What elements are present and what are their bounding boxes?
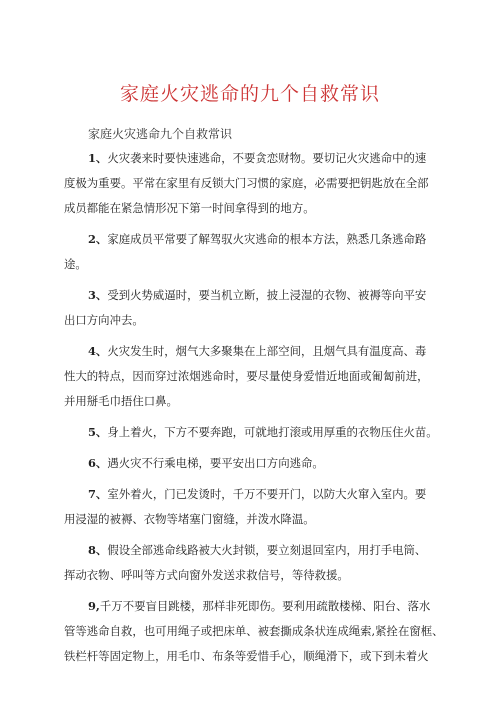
document-subtitle: 家庭火灾逃命九个自救常识 [88, 127, 233, 141]
text-line [64, 196, 440, 221]
text-line [64, 252, 440, 277]
list-item [64, 339, 440, 414]
item-text: 性大的特点，因而穿过浓烟逃命时，要尽量使身爱惜近地面或匍匐前进， [64, 369, 429, 383]
item-text: 家庭成员平常要了解驾驭火灾逃命的根本方法，熟悉几条逃命路 [107, 232, 427, 246]
list-item [64, 227, 440, 277]
list-item [64, 146, 440, 221]
item-number: 3、 [88, 288, 108, 302]
document-body [64, 146, 444, 675]
item-text: 火灾发生时，烟气大多聚集在上部空间，且烟气具有温度高、毒 [107, 344, 427, 358]
item-text: 室外着火，门已发烫时，千万不要开门，以防大火窜入室内。要 [107, 487, 427, 501]
text-line [64, 364, 440, 389]
list-item [64, 283, 440, 333]
text-line [88, 339, 440, 364]
item-text: 千万不要盲目跳楼，那样非死即伤。要利用疏散楼梯、阳台、落水 [99, 599, 431, 613]
item-number: 5、 [88, 425, 108, 439]
item-text: 并用掰毛巾捂住口鼻。 [64, 394, 178, 408]
item-text: 途。 [64, 257, 87, 271]
list-item [88, 451, 440, 476]
item-number: 9, [88, 599, 100, 613]
text-line [64, 619, 444, 644]
list-item [64, 482, 440, 532]
item-text: 管等逃命自救，也可用绳子或把床单、被套撕成条状连成绳索,紧拴在窗框、 [64, 624, 444, 638]
item-text: 遇火灾不行乘电梯，要平安出口方向逃命。 [107, 456, 324, 470]
item-number: 1、 [88, 151, 108, 165]
text-line [64, 644, 440, 669]
text-line [88, 227, 440, 252]
item-text: 身上着火，下方不要奔跑，可就地打滚或用厚重的衣物压住火苗。 [107, 425, 438, 439]
list-item [64, 594, 444, 669]
text-line [64, 308, 440, 333]
item-text: 成员都能在紧急情形况下第一时间拿得到的地方。 [64, 201, 315, 215]
item-text: 用浸湿的被褥、衣物等堵塞门窗缝，并泼水降温。 [64, 512, 315, 526]
list-item [88, 420, 440, 445]
item-number: 4、 [88, 344, 108, 358]
text-line [88, 538, 440, 563]
item-text: 受到火势威逼时，要当机立断，披上浸湿的衣物、被褥等向平安 [107, 288, 427, 302]
item-text: 挥动衣物、呼叫等方式向窗外发送求救信号，等待救援。 [64, 568, 349, 582]
text-line [88, 146, 440, 171]
text-line [88, 482, 440, 507]
text-line [64, 389, 440, 414]
list-item [64, 538, 440, 588]
item-text: 假设全部逃命线路被大火封锁，要立刻退回室内，用打手电筒、 [107, 543, 427, 557]
text-line [88, 594, 440, 619]
item-text: 度极为重要。平常在家里有反锁大门习惯的家庭，必需要把钥匙放在全部 [64, 176, 429, 190]
item-number: 8、 [88, 543, 108, 557]
text-line [64, 563, 440, 588]
text-line [64, 507, 440, 532]
document-title: 家庭火灾逃命的九个自救常识 [119, 83, 380, 105]
text-line [88, 283, 440, 308]
item-number: 6、 [88, 456, 108, 470]
text-line [88, 451, 440, 476]
text-line [64, 171, 440, 196]
item-text: 铁栏杆等固定物上，用毛巾、布条等爱惜手心，顺绳滑下，或下到未着火 [64, 649, 429, 663]
text-line [88, 420, 440, 445]
item-text: 出口方向冲去。 [64, 313, 144, 327]
item-number: 7、 [88, 487, 108, 501]
item-number: 2、 [88, 232, 108, 246]
item-text: 火灾袭来时要快速逃命，不要贪恋财物。要切记火灾逃命中的速 [107, 151, 427, 165]
